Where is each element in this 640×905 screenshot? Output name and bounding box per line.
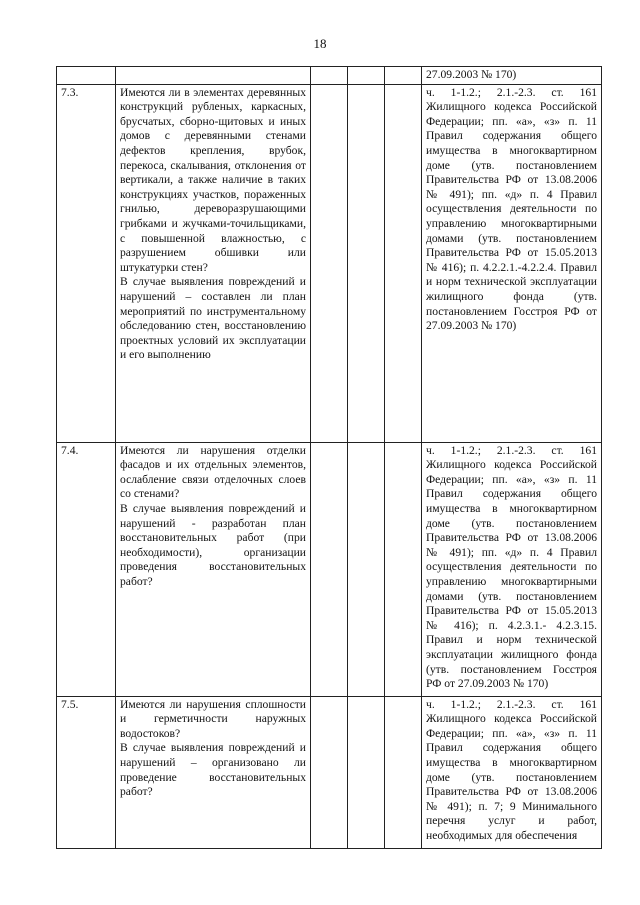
- answer-na-cell: [385, 442, 422, 696]
- question-text: Имеются ли нарушения сплошности и герметичности наружных водостоков?: [120, 697, 306, 740]
- answer-yes-cell: [311, 84, 348, 442]
- answer-na-cell: [385, 84, 422, 442]
- question-followup-text: В случае выявления повреждений и нарушений – организовано ли проведение восстановительных работ?: [120, 741, 306, 799]
- question-text: Имеются ли нарушения отделки фасадов и их отдельных элементов, ослабление связи отделочных слоев со стенами?: [120, 443, 306, 501]
- table-row: [57, 84, 602, 442]
- answer-na-cell: [385, 67, 422, 85]
- checklist-table: [56, 66, 602, 849]
- question-cell: [116, 67, 311, 85]
- table-row: [57, 696, 602, 848]
- question-followup-text: В случае выявления повреждений и нарушений - разработан план восстановительных работ (при необходимости), организации проведения восстановительных работ?: [120, 501, 306, 588]
- item-number-cell: 7.3.: [57, 84, 116, 442]
- answer-no-cell: [348, 442, 385, 696]
- legal-reference-cell: ч. 1-1.2.; 2.1.-2.3. ст. 161 Жилищного кодекса Российской Федерации; пп. «а», «з» п. 11 Правил содержания общего имущества в многоквартирном доме (утв. постановлением Правительства РФ от 13.08.2006 № 491); пп. «д» п. 4 Правил осуществления деятельности по управлению многоквартирными домами (утв. постановлением Правительства РФ от 15.05.2013 № 416); п. 4.2.3.1.- 4.2.3.15. Правил и норм технической эксплуатации жилищного фонда (утв. постановлением Госстроя РФ от 27.09.2003 № 170): [422, 442, 602, 696]
- legal-reference-cell: ч. 1-1.2.; 2.1.-2.3. ст. 161 Жилищного кодекса Российской Федерации; пп. «а», «з» п. 11 Правил содержания общего имущества в многоквартирном доме (утв. постановлением Правительства РФ от 13.08.2006 № 491); п. 7; 9 Минимального перечня услуг и работ, необходимых для обеспечения: [422, 696, 602, 848]
- question-text: Имеются ли в элементах деревянных конструкций рубленых, каркасных, брусчатых, сборно-щитовых и иных домов с деревянными стенами дефектов крепления, врубок, перекоса, скалывания, отклонения от вертикали, а также наличие в таких конструкциях участков, пораженных гнилью, дереворазрушающими грибками и жучками-точильщиками, с повышенной влажностью, с разрушением обшивки или штукатурки стен?: [120, 85, 306, 274]
- legal-reference-cell: ч. 1-1.2.; 2.1.-2.3. ст. 161 Жилищного кодекса Российской Федерации; пп. «а», «з» п. 11 Правил содержания общего имущества в многоквартирном доме (утв. постановлением Правительства РФ от 13.08.2006 № 491); пп. «д» п. 4 Правил осуществления деятельности по управлению многоквартирными домами (утв. постановлением Правительства РФ от 15.05.2013 № 416); п. 4.2.2.1.-4.2.2.4. Правил и норм технической эксплуатации жилищного фонда (утв. постановлением Госстроя РФ от 27.09.2003 № 170): [422, 84, 602, 442]
- legal-reference-cell: 27.09.2003 № 170): [422, 67, 602, 85]
- answer-no-cell: [348, 696, 385, 848]
- answer-no-cell: [348, 84, 385, 442]
- question-followup-text: В случае выявления повреждений и нарушений – составлен ли план мероприятий по инструментальному обследованию стен, восстановлению проектных условий их эксплуатации и его выполнению: [120, 275, 306, 362]
- answer-na-cell: [385, 696, 422, 848]
- answer-yes-cell: [311, 696, 348, 848]
- item-number-cell: [57, 67, 116, 85]
- page-number: 18: [313, 36, 327, 51]
- question-cell: [116, 696, 311, 848]
- question-cell: [116, 442, 311, 696]
- table-row: [57, 67, 602, 85]
- item-number-cell: 7.5.: [57, 696, 116, 848]
- question-cell: [116, 84, 311, 442]
- answer-no-cell: [348, 67, 385, 85]
- answer-yes-cell: [311, 442, 348, 696]
- item-number-cell: 7.4.: [57, 442, 116, 696]
- table-row: [57, 442, 602, 696]
- answer-yes-cell: [311, 67, 348, 85]
